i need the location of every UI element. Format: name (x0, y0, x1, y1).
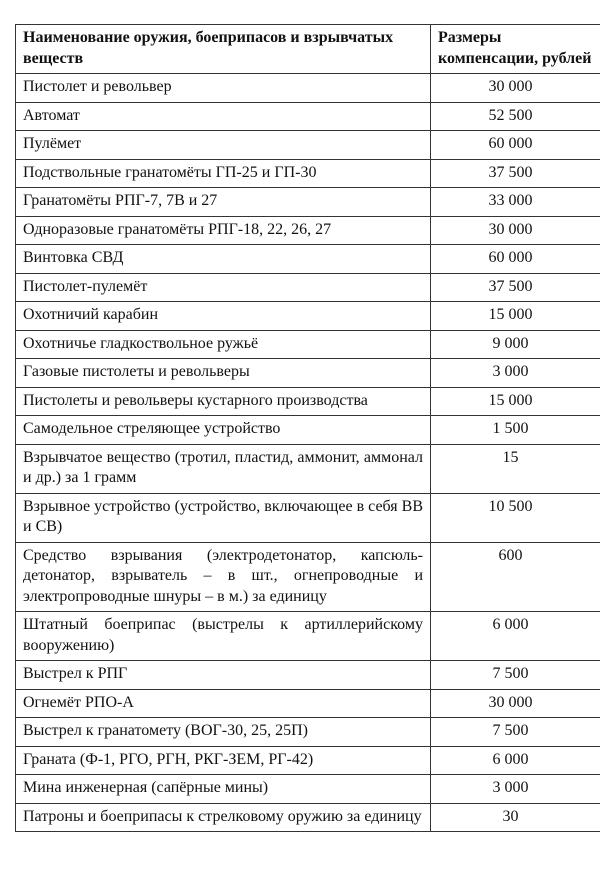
item-name: Гранатомёты РПГ-7, 7В и 27 (16, 188, 431, 217)
table-row (16, 102, 600, 131)
item-name: Мина инженерная (сапёрные мины) (16, 775, 431, 804)
compensation-amount: 1 500 (431, 416, 600, 445)
compensation-amount: 30 000 (431, 216, 600, 245)
header-item-name: Наименование оружия, боеприпасов и взрывчатых веществ (16, 25, 431, 74)
table-row (16, 273, 600, 302)
item-name: Огнемёт РПО-А (16, 689, 431, 718)
table-row (16, 302, 600, 331)
item-name: Средство взрывания (электродетонатор, капсюль-детонатор, взрыватель – в шт., огнепроводные и электропроводные шнуры – в м.) за единицу (16, 542, 431, 612)
compensation-table (15, 24, 600, 832)
table-row (16, 775, 600, 804)
item-name: Взрывчатое вещество (тротил, пластид, аммонит, аммонал и др.) за 1 грамм (16, 444, 431, 493)
item-name: Пистолеты и револьверы кустарного производства (16, 387, 431, 416)
item-name: Выстрел к гранатомету (ВОГ-30, 25, 25П) (16, 718, 431, 747)
table-row (16, 387, 600, 416)
item-name: Патроны и боеприпасы к стрелковому оружию за единицу (16, 803, 431, 832)
item-name: Граната (Ф-1, РГО, РГН, РКГ-ЗЕМ, РГ-42) (16, 746, 431, 775)
compensation-amount: 7 500 (431, 718, 600, 747)
compensation-amount: 52 500 (431, 102, 600, 131)
table-row (16, 803, 600, 832)
item-name: Взрывное устройство (устройство, включающее в себя ВВ и СВ) (16, 493, 431, 542)
item-name: Самодельное стреляющее устройство (16, 416, 431, 445)
table-row (16, 159, 600, 188)
table-row (16, 689, 600, 718)
compensation-amount: 33 000 (431, 188, 600, 217)
compensation-amount: 30 000 (431, 689, 600, 718)
compensation-amount: 15 (431, 444, 600, 493)
table-row (16, 661, 600, 690)
table-row (16, 131, 600, 160)
item-name: Пистолет и револьвер (16, 74, 431, 103)
table-row (16, 746, 600, 775)
table-row (16, 330, 600, 359)
compensation-amount: 10 500 (431, 493, 600, 542)
item-name: Газовые пистолеты и револьверы (16, 359, 431, 388)
header-amount: Размеры компенсации, рублей (431, 25, 600, 74)
compensation-amount: 6 000 (431, 746, 600, 775)
item-name: Охотничий карабин (16, 302, 431, 331)
compensation-amount: 3 000 (431, 359, 600, 388)
item-name: Выстрел к РПГ (16, 661, 431, 690)
table-row (16, 612, 600, 661)
table-row (16, 245, 600, 274)
item-name: Подствольные гранатомёты ГП-25 и ГП-30 (16, 159, 431, 188)
table-row (16, 74, 600, 103)
compensation-amount: 9 000 (431, 330, 600, 359)
compensation-amount: 15 000 (431, 387, 600, 416)
table-row (16, 188, 600, 217)
compensation-amount: 6 000 (431, 612, 600, 661)
compensation-amount: 37 500 (431, 273, 600, 302)
table-row (16, 216, 600, 245)
compensation-amount: 60 000 (431, 245, 600, 274)
item-name: Винтовка СВД (16, 245, 431, 274)
table-row (16, 359, 600, 388)
compensation-amount: 30 (431, 803, 600, 832)
compensation-amount: 15 000 (431, 302, 600, 331)
item-name: Штатный боеприпас (выстрелы к артиллерийскому вооружению) (16, 612, 431, 661)
compensation-amount: 7 500 (431, 661, 600, 690)
table-row (16, 718, 600, 747)
table-row (16, 444, 600, 493)
compensation-amount: 30 000 (431, 74, 600, 103)
item-name: Охотничье гладкоствольное ружьё (16, 330, 431, 359)
header-row (16, 25, 600, 74)
item-name: Пистолет-пулемёт (16, 273, 431, 302)
compensation-amount: 600 (431, 542, 600, 612)
compensation-amount: 60 000 (431, 131, 600, 160)
item-name: Пулёмет (16, 131, 431, 160)
compensation-amount: 3 000 (431, 775, 600, 804)
item-name: Автомат (16, 102, 431, 131)
table-row (16, 416, 600, 445)
table-row (16, 542, 600, 612)
compensation-amount: 37 500 (431, 159, 600, 188)
item-name: Одноразовые гранатомёты РПГ-18, 22, 26, 27 (16, 216, 431, 245)
table-row (16, 493, 600, 542)
